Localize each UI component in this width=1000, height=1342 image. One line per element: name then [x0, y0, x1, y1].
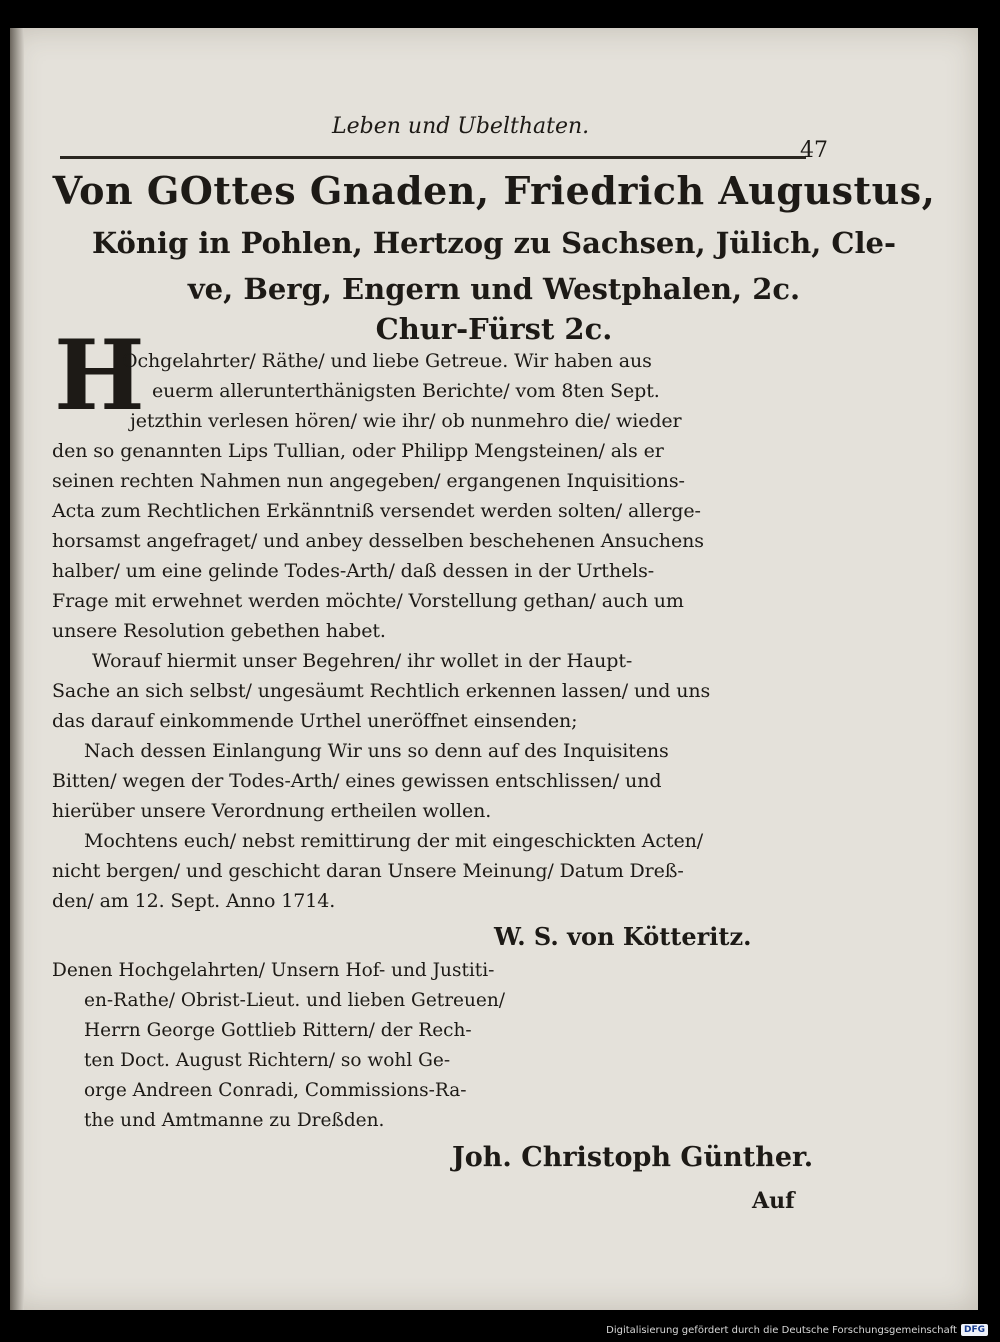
address-line: Denen Hochgelahrten/ Unsern Hof- und Justiti-	[52, 960, 495, 981]
body-line: den/ am 12. Sept. Anno 1714.	[52, 890, 336, 912]
decorated-initial: H	[54, 319, 145, 432]
title-line-4: Chur-Fürst 2c.	[375, 312, 613, 346]
catchword: Auf	[752, 1188, 795, 1214]
footer-credit	[606, 1320, 988, 1340]
page-edge	[10, 28, 24, 1310]
body-line: hierüber unsere Verordnung ertheilen wollen.	[52, 800, 492, 822]
body-line: nicht bergen/ und geschicht daran Unsere Meinung/ Datum Dreß-	[52, 860, 684, 882]
signature-gunther: Joh. Christoph Günther.	[452, 1142, 814, 1173]
address-line: en-Rathe/ Obrist-Lieut. und lieben Getreuen/	[84, 990, 506, 1011]
body-line: jetzthin verlesen hören/ wie ihr/ ob nunmehro die/ wieder	[130, 410, 682, 432]
address-line: Herrn George Gottlieb Rittern/ der Rech-	[84, 1020, 472, 1041]
body-line: Mochtens euch/ nebst remittirung der mit eingeschickten Acten/	[84, 830, 704, 852]
body-line: den so genannten Lips Tullian, oder Philipp Mengsteinen/ als er	[52, 440, 664, 462]
title-line-1: Von GOttes Gnaden, Friedrich Augustus,	[52, 168, 936, 213]
body-line: unsere Resolution gebethen habet.	[52, 620, 386, 642]
body-line: halber/ um eine gelinde Todes-Arth/ daß dessen in der Urthels-	[52, 560, 655, 582]
signature-kotteritz: W. S. von Kötteritz.	[494, 922, 752, 951]
body-line: Nach dessen Einlangung Wir uns so denn auf des Inquisitens	[84, 740, 669, 762]
footer-text: Digitalisierung gefördert durch die Deutsche Forschungsgemeinschaft	[606, 1324, 957, 1336]
body-line: Bitten/ wegen der Todes-Arth/ eines gewissen entschlissen/ und	[52, 770, 662, 792]
running-head: Leben und Ubelthaten.	[332, 114, 590, 139]
address-line: orge Andreen Conradi, Commissions-Ra-	[84, 1080, 467, 1101]
body-line: Sache an sich selbst/ ungesäumt Rechtlich erkennen lassen/ und uns	[52, 680, 711, 702]
book-page	[10, 28, 978, 1310]
body-line: euerm allerunterthänigsten Berichte/ vom 8ten Sept.	[152, 380, 660, 402]
header-rule	[60, 156, 806, 159]
body-line: horsamst angefraget/ und anbey desselben beschehenen Ansuchens	[52, 530, 704, 552]
address-line: the und Amtmanne zu Dreßden.	[84, 1110, 385, 1131]
address-line: ten Doct. August Richtern/ so wohl Ge-	[84, 1050, 451, 1071]
dfg-logo-icon: DFG	[961, 1324, 988, 1336]
title-line-3: ve, Berg, Engern und Westphalen, 2c.	[187, 272, 801, 306]
body-line: Ochgelahrter/ Räthe/ und liebe Getreue. Wir haben aus	[122, 350, 652, 372]
body-line: das darauf einkommende Urthel uneröffnet einsenden;	[52, 710, 578, 732]
body-line: Worauf hiermit unser Begehren/ ihr wollet in der Haupt-	[92, 650, 633, 672]
body-line: Frage mit erwehnet werden möchte/ Vorstellung gethan/ auch um	[52, 590, 684, 612]
title-line-2: König in Pohlen, Hertzog zu Sachsen, Jülich, Cle-	[91, 226, 897, 260]
page-number: 47	[800, 138, 828, 163]
body-line: seinen rechten Nahmen nun angegeben/ ergangenen Inquisitions-	[52, 470, 685, 492]
body-line: Acta zum Rechtlichen Erkänntniß versendet werden solten/ allerge-	[52, 500, 701, 522]
